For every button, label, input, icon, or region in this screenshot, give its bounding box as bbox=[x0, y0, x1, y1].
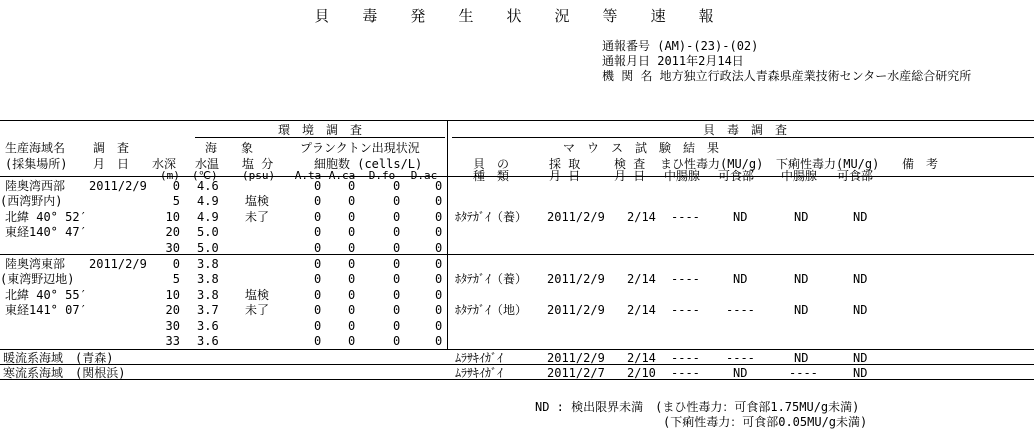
warm-species: ﾑﾗｻｷｲｶﾞｲ bbox=[455, 351, 504, 365]
plankton-col-dac: D.ac bbox=[410, 169, 438, 182]
g1-aca: 0 bbox=[348, 225, 356, 239]
report-date: 通報月日 2011年2月14日 bbox=[602, 54, 744, 68]
g2-aca: 0 bbox=[348, 288, 356, 302]
psp-header: まひ性毒力(MU/g) bbox=[660, 157, 764, 171]
g2-ata: 0 bbox=[314, 334, 322, 348]
g2-dfo: 0 bbox=[393, 303, 401, 317]
cold-psp-edible: ND bbox=[733, 366, 748, 380]
group2-site: (東湾野辺地) bbox=[0, 272, 75, 286]
g1-dac: 0 bbox=[435, 179, 443, 193]
group1-area-name: 陸奥湾西部 bbox=[5, 179, 66, 193]
g1-temp: 5.0 bbox=[197, 241, 219, 255]
species-header: 貝 の bbox=[473, 157, 510, 171]
g2-dac: 0 bbox=[435, 288, 443, 302]
group1-latitude: 北緯 40° 52′ bbox=[5, 210, 87, 224]
g1-temp: 4.9 bbox=[197, 194, 219, 208]
dsp-midgut-header: 中腸腺 bbox=[781, 169, 818, 183]
group1-longitude: 東経140° 47′ bbox=[5, 225, 87, 239]
temp-header: 水温 bbox=[195, 157, 220, 171]
g2-psp-edible: ---- bbox=[726, 303, 755, 317]
toxin-survey-header: 貝 毒 調 査 bbox=[702, 123, 788, 137]
g1-depth: 5 bbox=[172, 194, 180, 208]
g1-depth: 20 bbox=[165, 225, 180, 239]
g1-aca: 0 bbox=[348, 179, 356, 193]
g1-aca: 0 bbox=[348, 210, 356, 224]
g2-temp: 3.6 bbox=[197, 334, 219, 348]
warm-current-area: 暖流系海域 (青森) bbox=[3, 351, 114, 365]
remarks-header: 備 考 bbox=[902, 157, 939, 171]
cold-psp-midgut: ---- bbox=[671, 366, 700, 380]
g2-dac: 0 bbox=[435, 303, 443, 317]
g1-psp-edible: ND bbox=[733, 210, 748, 224]
species-sub-header: 種 類 bbox=[473, 169, 510, 183]
sea-condition-header: 海 象 bbox=[205, 141, 254, 155]
g2-depth: 10 bbox=[165, 288, 180, 302]
g2-aca: 0 bbox=[348, 257, 356, 271]
g1-psp-midgut: ---- bbox=[671, 210, 700, 224]
g2-temp: 3.8 bbox=[197, 272, 219, 286]
g2-dfo: 0 bbox=[393, 334, 401, 348]
cold-sample-date: 2011/2/7 bbox=[547, 366, 605, 380]
cold-dsp-midgut: ---- bbox=[789, 366, 818, 380]
plankton-header: プランクトン出現状況 bbox=[300, 141, 420, 155]
g1-depth: 30 bbox=[165, 241, 180, 255]
g1-dfo: 0 bbox=[393, 225, 401, 239]
g2-dac: 0 bbox=[435, 257, 443, 271]
g2-ata: 0 bbox=[314, 257, 322, 271]
g1-dac: 0 bbox=[435, 241, 443, 255]
sample-date-sub-header: 月 日 bbox=[549, 169, 581, 183]
plankton-col-aca: A.ca bbox=[328, 169, 356, 182]
cold-test-date: 2/10 bbox=[627, 366, 656, 380]
g2-aca: 0 bbox=[348, 319, 356, 333]
g2-psp-edible: ND bbox=[733, 272, 748, 286]
plankton-unit-header: 細胞数 (cells/L) bbox=[314, 157, 423, 171]
g1-dac: 0 bbox=[435, 225, 443, 239]
g2-dfo: 0 bbox=[393, 288, 401, 302]
test-date-header: 検 査 bbox=[614, 157, 646, 171]
g2-dac: 0 bbox=[435, 334, 443, 348]
g2-aca: 0 bbox=[348, 303, 356, 317]
g1-ata: 0 bbox=[314, 179, 322, 193]
g1-salinity: 未了 bbox=[245, 210, 270, 224]
g2-dsp-edible: ND bbox=[853, 303, 868, 317]
salinity-unit: (psu) bbox=[242, 169, 276, 182]
env-subheader-line bbox=[195, 137, 445, 138]
g2-test-date: 2/14 bbox=[627, 303, 656, 317]
header-bottom-border bbox=[0, 176, 1034, 177]
warm-test-date: 2/14 bbox=[627, 351, 656, 365]
group1-survey-date: 2011/2/9 bbox=[89, 179, 147, 193]
footnote-psp: ND : 検出限界未満 (まひ性毒力：可食部1.75MU/g未満) bbox=[535, 400, 860, 414]
depth-header: 水深 bbox=[152, 157, 177, 171]
footnote-dsp: (下痢性毒力：可食部0.05MU/g未満) bbox=[663, 415, 868, 429]
g2-temp: 3.7 bbox=[197, 303, 219, 317]
g1-depth: 10 bbox=[165, 210, 180, 224]
g1-ata: 0 bbox=[314, 225, 322, 239]
g2-dac: 0 bbox=[435, 272, 443, 286]
g1-aca: 0 bbox=[348, 241, 356, 255]
g1-temp: 5.0 bbox=[197, 225, 219, 239]
g2-depth: 0 bbox=[172, 257, 180, 271]
area-header: 生産海域名 bbox=[5, 141, 66, 155]
cold-current-area: 寒流系海域 (関根浜) bbox=[3, 366, 126, 380]
dsp-edible-header: 可食部 bbox=[837, 169, 874, 183]
table-top-border bbox=[0, 120, 1034, 121]
g2-dsp-midgut: ND bbox=[794, 272, 809, 286]
g1-temp: 4.6 bbox=[197, 179, 219, 193]
group2-bottom-border bbox=[0, 349, 1034, 350]
test-date-sub-header: 月 日 bbox=[614, 169, 646, 183]
toxin-subheader-line bbox=[452, 137, 1034, 138]
plankton-col-dfo: D.fo bbox=[368, 169, 396, 182]
g1-dfo: 0 bbox=[393, 210, 401, 224]
g1-sample-date: 2011/2/9 bbox=[547, 210, 605, 224]
g1-ata: 0 bbox=[314, 194, 322, 208]
g1-aca: 0 bbox=[348, 194, 356, 208]
g1-species: ﾎﾀﾃｶﾞｲ（養） bbox=[455, 210, 528, 224]
env-survey-header: 環 境 調 査 bbox=[277, 123, 363, 137]
report-title: 貝 毒 発 生 状 況 等 速 報 bbox=[314, 7, 726, 25]
g2-temp: 3.6 bbox=[197, 319, 219, 333]
table-bottom-border bbox=[0, 379, 1034, 380]
psp-midgut-header: 中腸腺 bbox=[664, 169, 701, 183]
g1-dac: 0 bbox=[435, 210, 443, 224]
depth-unit: (m) bbox=[160, 169, 180, 182]
g1-temp: 4.9 bbox=[197, 210, 219, 224]
g2-salinity: 塩検 bbox=[245, 288, 270, 302]
g1-dac: 0 bbox=[435, 194, 443, 208]
g2-sample-date: 2011/2/9 bbox=[547, 272, 605, 286]
g1-dfo: 0 bbox=[393, 179, 401, 193]
group2-survey-date: 2011/2/9 bbox=[89, 257, 147, 271]
g1-depth: 0 bbox=[172, 179, 180, 193]
g2-species: ﾎﾀﾃｶﾞｲ（養） bbox=[455, 272, 528, 286]
g2-dac: 0 bbox=[435, 319, 443, 333]
cold-dsp-edible: ND bbox=[853, 366, 868, 380]
g2-depth: 33 bbox=[165, 334, 180, 348]
g2-temp: 3.8 bbox=[197, 257, 219, 271]
institution: 機 関 名 地方独立行政法人青森県産業技術センター水産総合研究所 bbox=[602, 69, 972, 83]
group2-latitude: 北緯 40° 55′ bbox=[5, 288, 87, 302]
g1-dfo: 0 bbox=[393, 241, 401, 255]
g2-depth: 30 bbox=[165, 319, 180, 333]
mouse-test-header: マ ウ ス 試 験 結 果 bbox=[563, 141, 720, 155]
g2-depth: 5 bbox=[172, 272, 180, 286]
g2-ata: 0 bbox=[314, 272, 322, 286]
g2-ata: 0 bbox=[314, 303, 322, 317]
area-sub-header: (採集場所) bbox=[5, 157, 68, 171]
g2-ata: 0 bbox=[314, 319, 322, 333]
g2-temp: 3.8 bbox=[197, 288, 219, 302]
env-toxin-divider bbox=[447, 120, 448, 350]
warm-dsp-edible: ND bbox=[853, 351, 868, 365]
report-number: 通報番号 (AM)-(23)-(02) bbox=[602, 39, 759, 53]
g2-aca: 0 bbox=[348, 334, 356, 348]
warm-dsp-midgut: ND bbox=[794, 351, 809, 365]
g2-dsp-midgut: ND bbox=[794, 303, 809, 317]
g1-ata: 0 bbox=[314, 210, 322, 224]
salinity-header: 塩 分 bbox=[242, 157, 274, 171]
survey-date-header: 調 査 bbox=[93, 141, 130, 155]
group2-area-name: 陸奥湾東部 bbox=[5, 257, 66, 271]
warm-psp-midgut: ---- bbox=[671, 351, 700, 365]
g2-dfo: 0 bbox=[393, 319, 401, 333]
warm-sample-date: 2011/2/9 bbox=[547, 351, 605, 365]
plankton-col-ata: A.ta bbox=[294, 169, 322, 182]
g1-dfo: 0 bbox=[393, 194, 401, 208]
g2-depth: 20 bbox=[165, 303, 180, 317]
psp-edible-header: 可食部 bbox=[718, 169, 755, 183]
group1-site: (西湾野内) bbox=[0, 194, 63, 208]
g1-test-date: 2/14 bbox=[627, 210, 656, 224]
sample-date-header: 採 取 bbox=[549, 157, 581, 171]
g2-psp-midgut: ---- bbox=[671, 272, 700, 286]
cold-species: ﾑﾗｻｷｲｶﾞｲ bbox=[455, 366, 504, 380]
g2-psp-midgut: ---- bbox=[671, 303, 700, 317]
temp-unit: (℃) bbox=[192, 169, 218, 182]
g1-dsp-midgut: ND bbox=[794, 210, 809, 224]
warm-row-bottom-border bbox=[0, 364, 1034, 365]
g1-salinity: 塩検 bbox=[245, 194, 270, 208]
dsp-header: 下痢性毒力(MU/g) bbox=[776, 157, 880, 171]
g2-test-date: 2/14 bbox=[627, 272, 656, 286]
g2-species: ﾎﾀﾃｶﾞｲ（地） bbox=[455, 303, 528, 317]
group2-longitude: 東経141° 07′ bbox=[5, 303, 87, 317]
g2-sample-date: 2011/2/9 bbox=[547, 303, 605, 317]
g1-ata: 0 bbox=[314, 241, 322, 255]
g2-dfo: 0 bbox=[393, 257, 401, 271]
warm-psp-edible: ---- bbox=[726, 351, 755, 365]
survey-date-sub-header: 月 日 bbox=[93, 157, 130, 171]
g2-salinity: 未了 bbox=[245, 303, 270, 317]
g2-aca: 0 bbox=[348, 272, 356, 286]
g2-dsp-edible: ND bbox=[853, 272, 868, 286]
g2-dfo: 0 bbox=[393, 272, 401, 286]
g2-ata: 0 bbox=[314, 288, 322, 302]
g1-dsp-edible: ND bbox=[853, 210, 868, 224]
